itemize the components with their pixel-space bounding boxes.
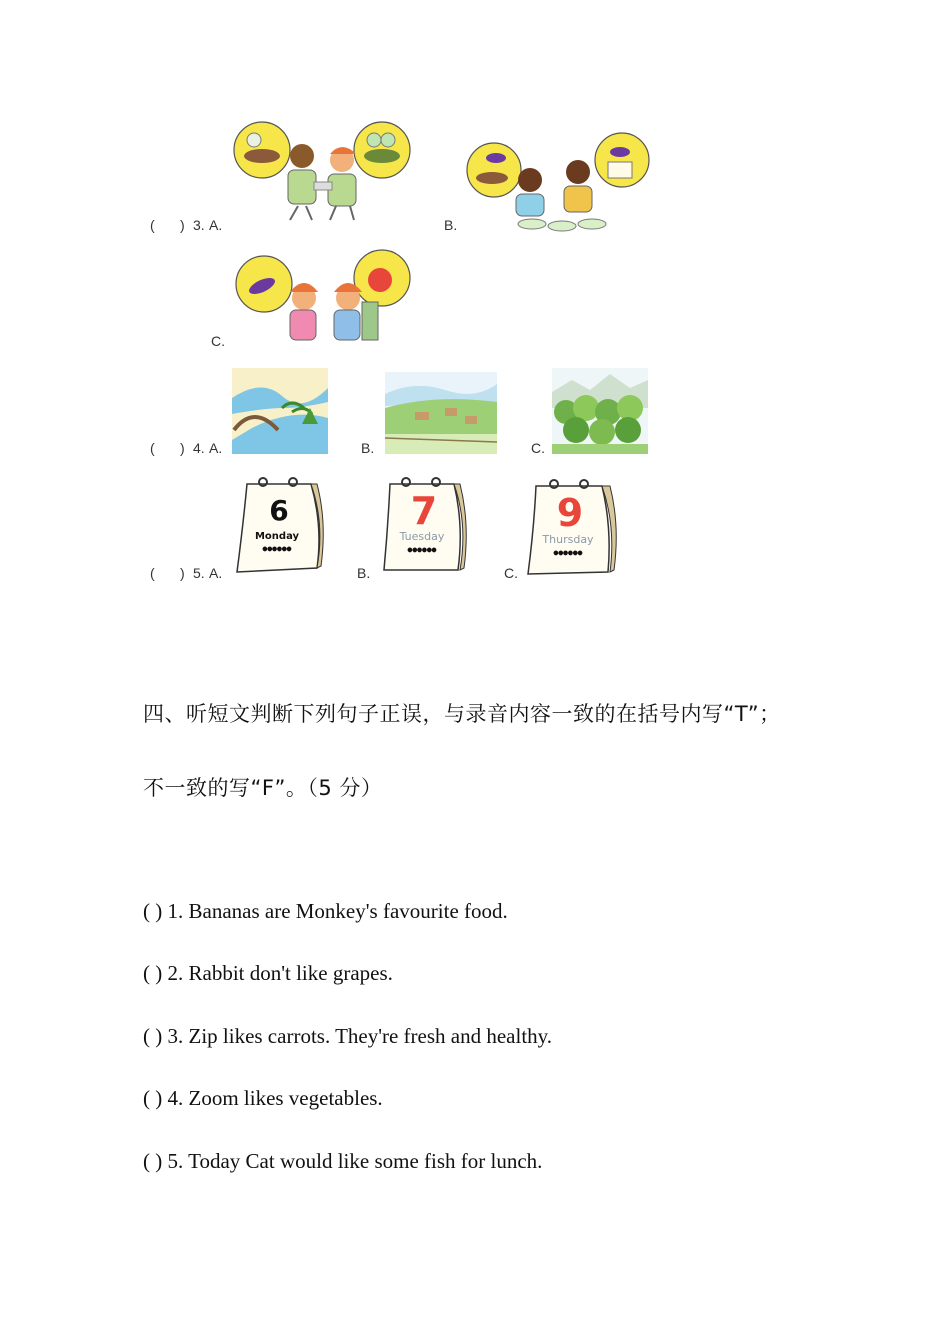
q4-option-c-label: C. bbox=[531, 440, 545, 456]
statement-5[interactable]: ( ) 5. Today Cat would like some fish for lunch. bbox=[143, 1149, 543, 1173]
svg-text:●●●●●●: ●●●●●● bbox=[553, 548, 583, 557]
q3-option-c-label: C. bbox=[211, 333, 225, 349]
q5-option-a-label: A. bbox=[209, 565, 223, 581]
q3-option-b-image[interactable] bbox=[466, 132, 654, 236]
calendar-monday[interactable] bbox=[233, 476, 325, 576]
svg-text:●●●●●●: ●●●●●● bbox=[262, 544, 292, 553]
q3-paren-close: ) bbox=[180, 217, 185, 233]
section4-heading-line2: 不一致的写“F”。（5 分） bbox=[143, 776, 383, 800]
calendar-thursday[interactable] bbox=[526, 478, 618, 578]
q4-number: 4. bbox=[193, 440, 205, 456]
q4-paren-open[interactable]: ( bbox=[150, 440, 155, 456]
q4-option-a-image[interactable] bbox=[232, 368, 328, 454]
q3-option-a-label: A. bbox=[209, 217, 223, 233]
q3-option-b-label: B. bbox=[444, 217, 458, 233]
svg-text:●●●●●●: ●●●●●● bbox=[407, 545, 437, 554]
q5-option-c-label: C. bbox=[504, 565, 518, 581]
q3-option-a-image[interactable] bbox=[230, 120, 415, 232]
calendar-day-number: 9 bbox=[556, 491, 584, 535]
calendar-day-name: Tuesday bbox=[399, 530, 445, 543]
calendar-day-number: 7 bbox=[410, 489, 438, 533]
q5-option-b-label: B. bbox=[357, 565, 371, 581]
q5-paren-close: ) bbox=[180, 565, 185, 581]
q4-option-b-image[interactable] bbox=[385, 372, 497, 454]
q3-option-c-image[interactable] bbox=[232, 252, 414, 348]
q4-option-b-label: B. bbox=[361, 440, 375, 456]
statement-4[interactable]: ( ) 4. Zoom likes vegetables. bbox=[143, 1086, 383, 1110]
q4-option-c-image[interactable] bbox=[552, 368, 648, 454]
statement-3[interactable]: ( ) 3. Zip likes carrots. They're fresh and healthy. bbox=[143, 1024, 553, 1048]
q5-number: 5. bbox=[193, 565, 205, 581]
q4-option-a-label: A. bbox=[209, 440, 223, 456]
q5-paren-open[interactable]: ( bbox=[150, 565, 155, 581]
calendar-day-name: Thursday bbox=[542, 533, 594, 546]
q3-paren-open[interactable]: ( bbox=[150, 217, 155, 233]
statement-1[interactable]: ( ) 1. Bananas are Monkey's favourite food. bbox=[143, 899, 508, 923]
calendar-day-number: 6 bbox=[269, 494, 289, 527]
statement-2[interactable]: ( ) 2. Rabbit don't like grapes. bbox=[143, 961, 393, 985]
section4-heading-line1: 四、听短文判断下列句子正误，与录音内容一致的在括号内写“T”； bbox=[143, 702, 781, 726]
calendar-tuesday[interactable] bbox=[380, 476, 472, 576]
q4-paren-close: ) bbox=[180, 440, 185, 456]
q3-number: 3. bbox=[193, 217, 205, 233]
calendar-day-name: Monday bbox=[254, 531, 300, 542]
